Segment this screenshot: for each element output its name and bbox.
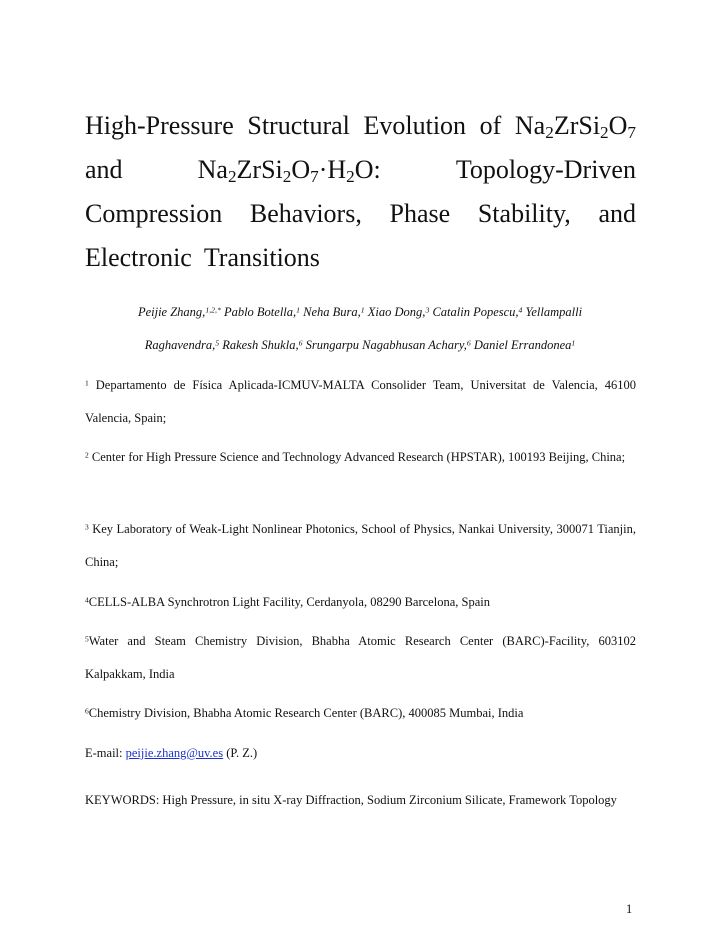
author: Daniel Errandonea$^1$: [473, 338, 576, 352]
title-word: Compression: [85, 199, 223, 228]
affiliation-5: $^5$Water and Steam Chemistry Division, Bhabha Atomic Research Center (BARC)-Facility, 603102 Kalpakkam, India: [85, 634, 636, 681]
title-word: High-Pressure: [85, 111, 234, 140]
page-number: 1: [626, 902, 633, 916]
formula-hydrate: $Na_2ZrSi_2O_7\cdot H_2O$:: [197, 155, 381, 186]
affiliation-2: $^2$ Center for High Pressure Science and Technology Advanced Research (HPSTAR), 100193 Beijing, China;: [85, 450, 626, 464]
author: Xiao Dong,$^3$: [367, 305, 430, 319]
author: Neha Bura,$^1$: [303, 305, 365, 319]
title-line-1: [85, 104, 636, 148]
email-suffix: (P. Z.): [226, 746, 258, 760]
author: Peijie Zhang,$^{1,2,*}$: [137, 305, 221, 319]
affiliation-4: $^4$CELLS-ALBA Synchrotron Light Facility, Cerdanyola, 08290 Barcelona, Spain: [85, 595, 490, 609]
author-line-2: [60, 329, 660, 362]
author: Raghavendra,$^5$: [144, 338, 220, 352]
title-word: of: [479, 111, 502, 140]
formula-anhydrous: $Na_2ZrSi_2O_7$: [514, 111, 636, 142]
author: Catalin Popescu,$^4$: [432, 305, 523, 319]
author-list: [60, 296, 660, 362]
title-word: Behaviors,: [249, 199, 362, 228]
title-word: Electronic: [85, 243, 192, 272]
title-word: Topology-Driven: [455, 155, 636, 184]
email-label: E-mail:: [85, 746, 123, 760]
author: Pablo Botella,$^1$: [223, 305, 301, 319]
affiliation-6: $^6$Chemistry Division, Bhabha Atomic Research Center (BARC), 400085 Mumbai, India: [85, 706, 524, 720]
email-link[interactable]: peijie.zhang@uv.es: [125, 746, 224, 760]
affiliation-3: $^3$ Key Laboratory of Weak-Light Nonlinear Photonics, School of Physics, Nankai University, 300071 Tianjin, China;: [85, 522, 636, 569]
title-word: Evolution: [363, 111, 467, 140]
title-line-3: [85, 192, 636, 236]
paper-title: [85, 104, 636, 280]
title-word: Transitions: [203, 243, 320, 272]
title-word: and: [598, 199, 636, 228]
author: Srungarpu Nagabhusan Achary,$^6$: [305, 338, 471, 352]
affiliation-1: $^1$ Departamento de Física Aplicada-ICMUV-MALTA Consolider Team, Universitat de Valencia, 46100 Valencia, Spain;: [85, 378, 636, 425]
author-first-name: Yellampalli: [525, 305, 583, 319]
keywords: KEYWORDS: High Pressure, in situ X-ray Diffraction, Sodium Zirconium Silicate, Framework Topology: [85, 793, 617, 807]
author-line-1: [60, 296, 660, 329]
email-line: [85, 737, 636, 770]
title-line-2: [85, 148, 636, 192]
title-word: Phase: [389, 199, 451, 228]
author: Rakesh Shukla,$^6$: [222, 338, 303, 352]
title-line-4: [85, 236, 636, 280]
title-word: Stability,: [477, 199, 571, 228]
title-word: and: [85, 155, 123, 184]
title-word: Structural: [247, 111, 350, 140]
